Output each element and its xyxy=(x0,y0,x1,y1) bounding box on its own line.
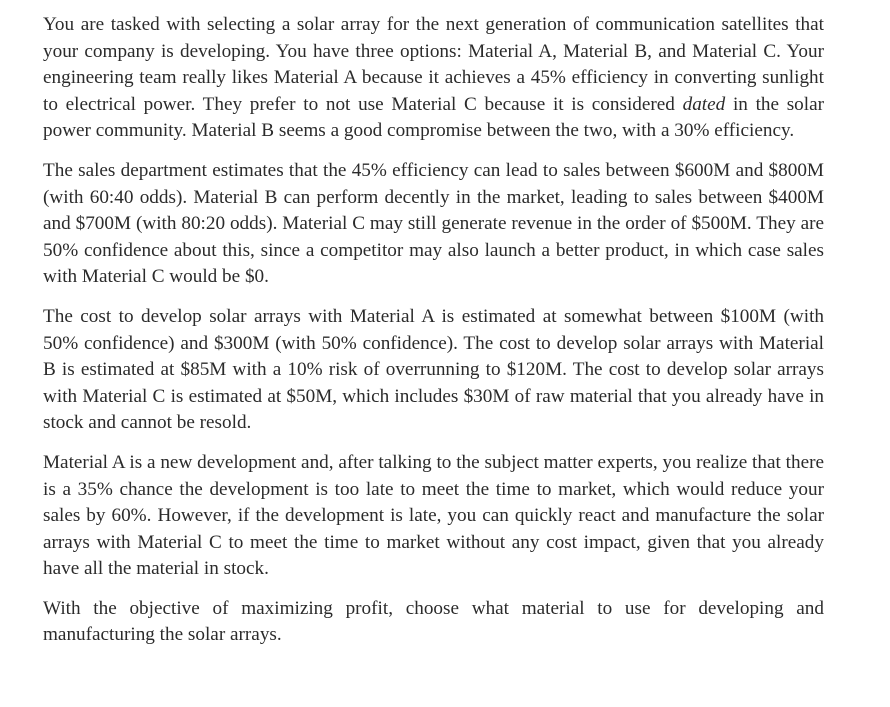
paragraph-options-text-end: in the solar power community. Material B seems a good compromise between the two, with a 30% efficiency. xyxy=(43,93,824,142)
paragraph-schedule-risk: Material A is a new development and, after talking to the subject matter experts, you realize that there is a 35% chance the development is too late to meet the time to market, which would reduce your sales by 60%. However, if the development is late, you can quickly react and manufacture the solar arrays with Material C to meet the time to market without any cost impact, given that you already have all the material in stock. xyxy=(43,451,824,580)
paragraph-options-text-start: You are tasked with selecting a solar array for the next generation of communication satellites that your company is developing. You have three options: Material A, Material B, and Material C. Your engineering team really likes Material A because it achieves a 45% efficiency in converting sunlight to electrical power. They prefer to not use Material C because it is considered xyxy=(43,14,824,115)
paragraph-objective: With the objective of maximizing profit, choose what material to use for developing and manufacturing the solar arrays. xyxy=(43,597,824,646)
paragraph-costs: The cost to develop solar arrays with Material A is estimated at somewhat between $100M (with 50% confidence) and $300M (with 50% confidence). The cost to develop solar arrays with Material B is estimated at $85M with a 10% risk of overrunning to $120M. The cost to develop solar arrays with Material C is estimated at $50M, which includes $30M of raw material that you already have in stock and cannot be resold. xyxy=(43,305,824,434)
problem-document xyxy=(43,12,824,662)
paragraph-sales: The sales department estimates that the 45% efficiency can lead to sales between $600M and $800M (with 60:40 odds). Material B can perform decently in the market, leading to sales between $400M and $700M (with 80:20 odds). Material C may still generate revenue in the order of $500M. They are 50% confidence about this, since a competitor may also launch a better product, in which case sales with Material C would be $0. xyxy=(43,159,824,288)
paragraph-options xyxy=(43,12,824,145)
emphasized-word: dated xyxy=(682,93,726,115)
